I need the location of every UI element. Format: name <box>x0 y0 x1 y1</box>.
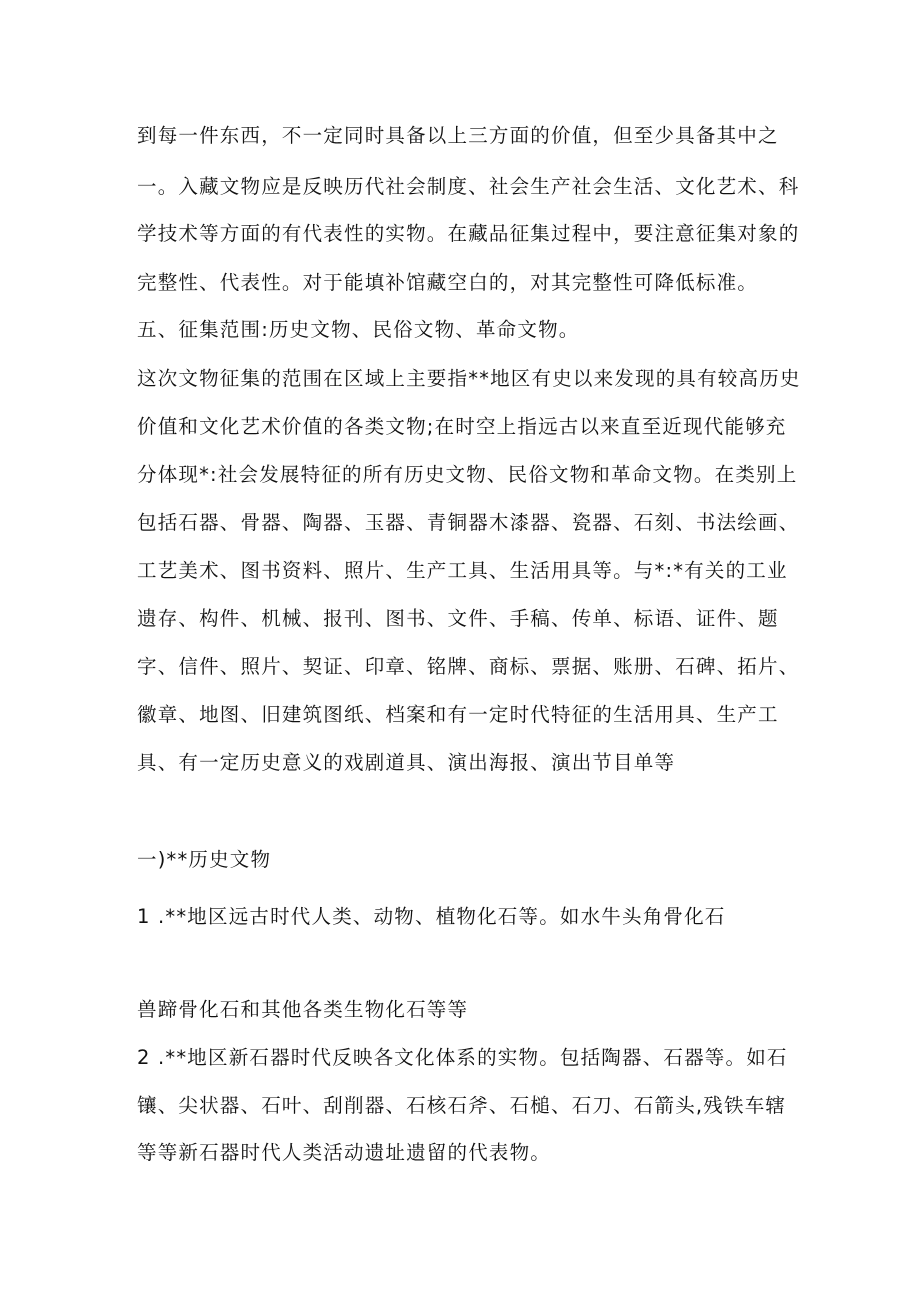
paragraph-2-line-4: 包括石器、骨器、陶器、玉器、青铜器木漆器、瓷器、石刻、书法绘画、 <box>137 511 800 534</box>
paragraph-2-line-3: 分体现*:社会发展特征的所有历史文物、民俗文物和革命文物。在类别上 <box>137 463 798 486</box>
paragraph-1-line-3: 学技术等方面的有代表性的实物。在藏品征集过程中，要注意征集对象的 <box>137 222 800 245</box>
paragraph-1-line-4: 完整性、代表性。对于能填补馆藏空白的，对其完整性可降低标准。 <box>137 271 759 294</box>
paragraph-2-line-1: 这次文物征集的范围在区域上主要指**地区有史以来发现的具有较高历史 <box>137 367 801 390</box>
paragraph-2-line-7: 字、信件、照片、契证、印章、铭牌、商标、票据、账册、石碑、拓片、 <box>137 655 800 678</box>
item-2-line-3: 等等新石器时代人类活动遗址遗留的代表物。 <box>137 1141 552 1164</box>
paragraph-2-line-6: 遗存、构件、机械、报刊、图书、文件、手稿、传单、标语、证件、题 <box>137 607 779 630</box>
paragraph-2-line-9: 具、有一定历史意义的戏剧道具、演出海报、演出节目单等 <box>137 751 676 774</box>
paragraph-2-line-5: 工艺美术、图书资料、照片、生产工具、生活用具等。与*:*有关的工业 <box>137 559 788 582</box>
item-2-line-1: 2 .**地区新石器时代反映各文化体系的实物。包括陶器、石器等。如石 <box>137 1046 788 1069</box>
paragraph-2-line-8: 徽章、地图、旧建筑图纸、档案和有一定时代特征的生活用具、生产工 <box>137 703 779 726</box>
subheading-history-relics: 一)**历史文物 <box>137 848 272 871</box>
paragraph-1-line-2: 一。入藏文物应是反映历代社会制度、社会生产社会生活、文化艺术、科 <box>137 175 800 198</box>
item-1-line-1: 1 .**地区远古时代人类、动物、植物化石等。如水牛头角骨化石 <box>137 905 726 928</box>
item-2-line-2: 镶、尖状器、石叶、刮削器、石核石斧、石槌、石刀、石箭头,残铁车辖 <box>137 1094 787 1117</box>
paragraph-1-line-1: 到每一件东西，不一定同时具备以上三方面的价值，但至少具备其中之 <box>137 124 779 147</box>
paragraph-2-line-2: 价值和文化艺术价值的各类文物;在时空上指远古以来直至近现代能够充 <box>137 415 787 438</box>
section-heading: 五、征集范围:历史文物、民俗文物、革命文物。 <box>137 318 580 341</box>
item-1-line-2: 兽蹄骨化石和其他各类生物化石等等 <box>137 998 469 1021</box>
